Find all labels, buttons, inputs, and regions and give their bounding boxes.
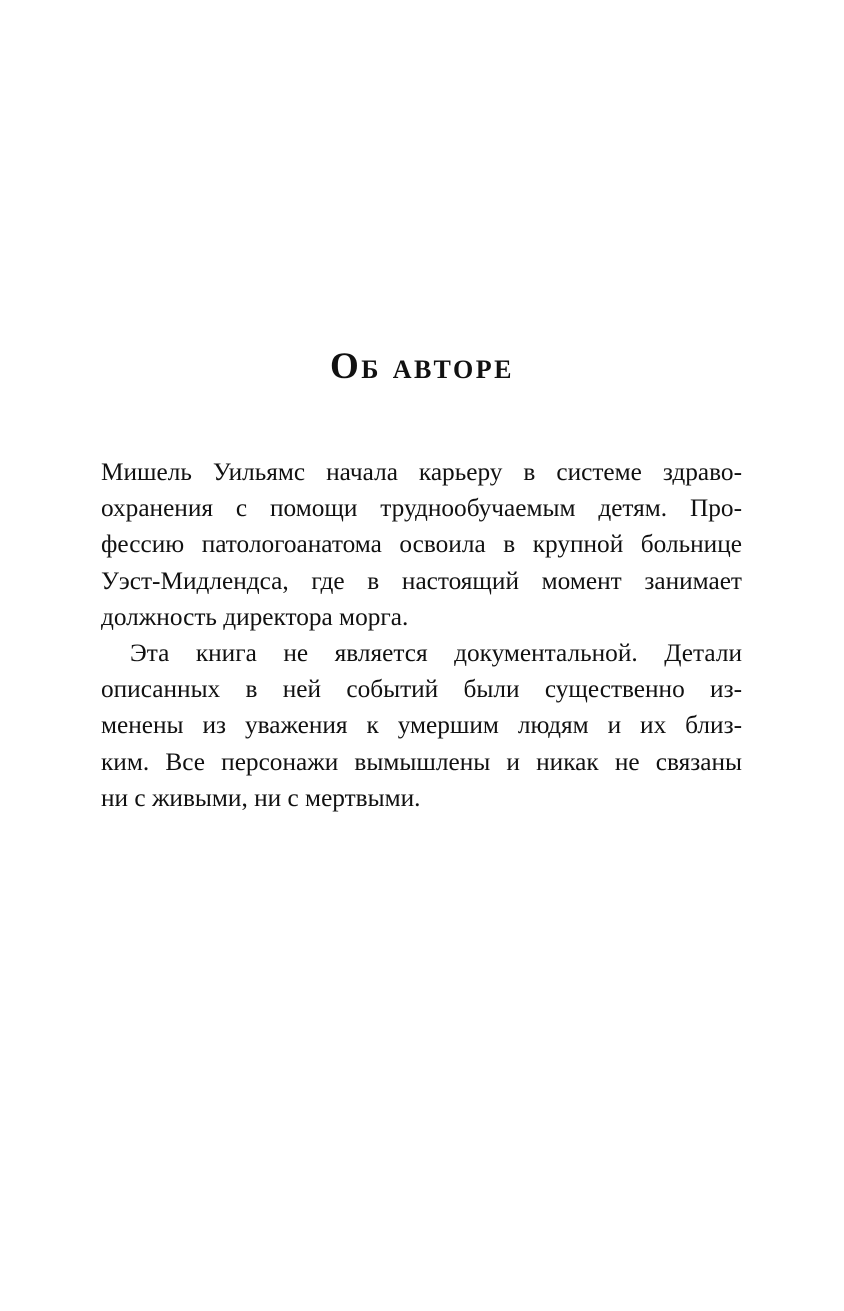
text-line: ким. Все персонажи вымышлены и никак не связаны: [101, 747, 742, 776]
paragraph-disclaimer: [101, 635, 742, 816]
text-line: Эта книга не является документальной. Детали: [130, 639, 742, 668]
text-line: должность директора морга.: [101, 602, 409, 631]
text-line: охранения с помощи труднообучаемым детям. Про-: [101, 494, 742, 523]
body-text: [101, 454, 742, 816]
paragraph-about-author: [101, 454, 742, 635]
text-line: менены из уважения к умершим людям и их близ-: [101, 711, 742, 740]
text-line: ни с живыми, ни с мертвыми.: [101, 783, 421, 812]
text-line: фессию патологоанатома освоила в крупной больнице: [101, 530, 742, 559]
page-title: Об авторе: [330, 346, 514, 387]
text-line: описанных в ней событий были существенно из-: [101, 675, 742, 704]
text-line: Уэст-Мидлендса, где в настоящий момент занимает: [101, 566, 742, 595]
text-line: Мишель Уильямс начала карьеру в системе здраво-: [101, 458, 742, 486]
